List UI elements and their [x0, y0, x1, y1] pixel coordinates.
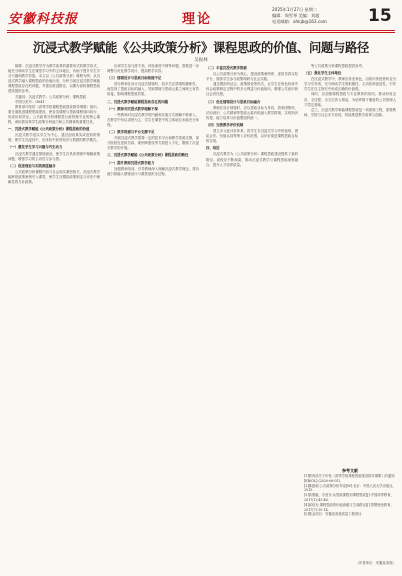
editor-line: 编辑：周雪琴 美编：刘超: [272, 13, 320, 18]
body-paragraph: 等公共政策分析课程思政提供参考。: [311, 64, 366, 68]
body-paragraph: 建立多元化评价体系，将学生在沉浸式学习中的表现、团队合作、价值认同等纳入评价范围，以评价促进课程思政目标的实现。: [206, 129, 298, 144]
reference-item: [3]高德毅，宗爱东.从思政课程到课程思政[J].中国高等教育，2017(1):43-46.: [304, 493, 394, 502]
section-heading: 一、沉浸式教学赋能《公共政策分析》课程思政的价值: [8, 127, 90, 132]
body-paragraph: 关键词：沉浸式教学；公共政策分析；课程思政: [15, 94, 87, 99]
article-headline: 沉浸式教学赋能《公共政策分析》课程思政的价值、问题与路径: [33, 40, 369, 55]
section-heading: （四）完善教学评价机制: [206, 122, 244, 127]
section-heading: （一）激发学生学习兴趣与内生动力: [8, 145, 63, 150]
body-paragraph: 教师在设计情境时，应以思政目标为导向，将家国情怀、法治意识、公共精神等思政元素有机融入教学情境，实现知识传授、能力培养与价值塑造的统一。: [206, 105, 298, 120]
masthead: [0, 0, 402, 34]
body-paragraph: 同时，应加强课程思政与专业教育的协同，推动形成全员、全过程、全方位育人格局，为培养德才兼备的公共管理人才奠定基础。: [304, 92, 396, 107]
section-heading: （一）提升教师沉浸式教学能力: [107, 160, 155, 165]
issue-meta: [272, 7, 327, 25]
body-paragraph: 通过模拟听证会、政策辩论等形式，让学生在角色扮演中体会政策制定过程中的多元利益与价值取向，增强公共意识和社会责任感。: [206, 82, 298, 97]
body-paragraph: 总之，沉浸式教学赋能课程思政是一项系统工程，需要教师、学校与社会多方协同，持续推进教学改革与创新。: [304, 107, 396, 117]
body-paragraph: 出现学生参与度不高、体验深度不够等问题，需要进一步调整与优化教学设计，提高教学实效。: [107, 64, 199, 74]
article-column-4: [304, 64, 396, 118]
section-heading: （三）优化情境设计与思政目标融合: [206, 99, 261, 104]
section-heading: （二）促进理论与实践深度融合: [8, 163, 56, 168]
contact-email: 电话邮箱：ahkjb@163.com: [272, 19, 327, 24]
header-rule-thin: [7, 32, 395, 33]
issue-date: 2025年1月27日 星期二: [272, 7, 318, 12]
reference-item: [4]邱伟光.课程思政的价值意蕴与生成路径[J].思想理论教育，2017(7):10-14.: [304, 502, 394, 512]
author-affiliation: （作者单位：安徽某高校）: [355, 561, 396, 565]
body-paragraph: 沉浸式教学为《公共政策分析》课程思政建设提供了新的路径。高校应不断探索，推动沉浸式教学与课程思政深度融合，提升人才培养质量。: [206, 152, 298, 167]
reference-item: [2]陈振明.公共政策分析导论[M].北京：中国人民大学出版社，2015.: [304, 483, 396, 493]
reference-item: [5]基金项目：安徽省高校质量工程项目.: [304, 512, 363, 517]
body-paragraph: 中图分类号：G641: [15, 99, 45, 104]
section-heading: （五）强化学生主体地位: [304, 71, 342, 76]
section-heading: （二）教学资源与平台支撑不足: [107, 130, 155, 135]
body-paragraph: 在沉浸式教学中，教师应转变角色，由知识传授者转变为学习引导者，充分调动学生的积极性、主动性和创造性，引导学生在自主探究中形成正确的价值观。: [304, 77, 396, 92]
section-title: 理论: [182, 12, 213, 27]
body-paragraph: 部分教师在设计沉浸式情境时，较多关注情境的趣味性，而忽视了思政目标的融入，导致情境与思政元素之间缺乏有效衔接，影响课程思政效果。: [107, 82, 199, 97]
page-number: 15: [368, 6, 392, 26]
references-title: 参考文献: [342, 468, 358, 473]
article-column-1: [8, 64, 100, 185]
body-paragraph: 开展沉浸式教学需要一定的技术平台和教学资源支撑，部分院校在虚拟仿真、案例库建设等方面投入不足，限制了沉浸式教学的开展。: [107, 136, 199, 151]
body-paragraph: 沉浸式教学是以学生为中心，通过创设真实或虚拟的情境，使学生沉浸其中，在体验中获得知识与情感的教学模式。: [8, 133, 100, 143]
body-paragraph: 公共政策分析课程内容与社会现实紧密相关，沉浸式教学能够把政策案例引入课堂，使学生在模拟政策制定与评估中理解党的方针政策。: [8, 169, 100, 184]
article-column-3: [206, 64, 298, 168]
header-rule: [7, 30, 395, 31]
body-paragraph: 教育部印发的《高等学校课程思政建设指导纲要》指出，要全面推进课程思政建设，使各类课程与思政课程同向同行，形成协同效应。公共政策分析课程是行政管理专业的核心课程，承担着培养学生政策分析能力和公共精神的重要任务。: [8, 104, 100, 125]
reference-item: [1]教育部关于印发《高等学校课程思政建设指导纲要》的通知[EB/OL].(2020-06-01).: [304, 474, 395, 483]
body-paragraph: 摘要：沉浸式教学作为教学改革的重要形式的教学形式，能充分调动学生在课堂学习中的主体地位，有助于提升学生学习兴趣和教学效果。本文以《公共政策分析》课程为例，从沉浸式教学融入课程思政的价值出发，分析当前沉浸式教学赋能课程思政存在的问题，并提出推进路径，以期为高校课程思政建设提供参考。: [8, 64, 100, 94]
section-heading: 二、沉浸式教学赋能课程思政存在的问题: [107, 99, 169, 104]
section-heading: （一）教师对沉浸式教学理解不深: [107, 106, 158, 111]
body-paragraph: 加强教师培训，引导教师深入理解沉浸式教学理念，将价值引领融入情境设计与课堂组织全过程。: [107, 166, 199, 176]
article-author: 吴振林: [194, 58, 208, 63]
article-column-2: [107, 64, 199, 177]
body-paragraph: 沉浸式教学通过情境创设，使学生在具体情境中理解政策问题，增强学习的主动性与参与感。: [8, 151, 100, 161]
section-heading: 三、沉浸式教学赋能《公共政策分析》课程思政的路径: [107, 153, 189, 158]
body-paragraph: 以公共政策分析为核心，建设政策案例库、虚拟仿真实验平台，鼓励学生参与政策调研与社会实践。: [206, 72, 298, 82]
section-heading: （三）情境设计与思政目标衔接不足: [107, 76, 162, 81]
body-paragraph: 一些教师对沉浸式教学的内涵和实施方式理解不够深入，在教学中仍以讲授为主，学生在课堂中的主体地位未能充分体现。: [107, 112, 199, 127]
references-list: [304, 474, 396, 517]
section-heading: 四、结语: [206, 146, 220, 151]
newspaper-brand: 安徽科技报: [8, 12, 79, 27]
section-heading: （二）丰富沉浸式教学资源: [206, 66, 247, 70]
